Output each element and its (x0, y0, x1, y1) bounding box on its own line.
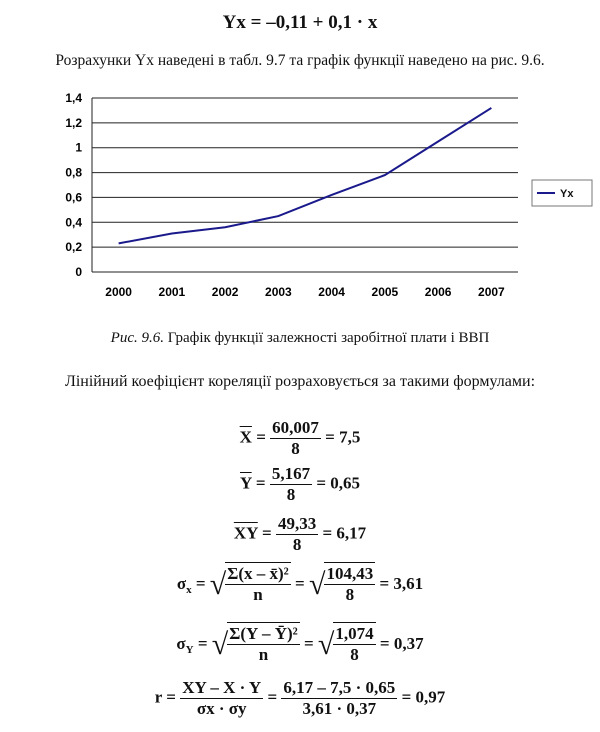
formula-sigma-y: $\sigma_Y$ = √ $\frac{\text{Σ(Y – Ȳ)²}}{n}$ = √ $\frac{1,074}{8}$ = 0,37 (0, 622, 600, 668)
x-tick-label: 2004 (318, 285, 345, 299)
y-tick-label: 0,6 (65, 190, 82, 205)
y-tick-label: 1 (75, 140, 82, 155)
y-tick-label: 1,2 (65, 115, 82, 130)
line-chart (0, 88, 600, 308)
x-tick-label: 2001 (158, 285, 186, 299)
formula-y-mean: $\overline{Y}$ = $\frac{5,167}{8}$ = 0,65 (239, 464, 361, 504)
figure-caption (0, 330, 600, 347)
y-tick-label: 0,2 (65, 240, 82, 255)
formula-sigma-x: $\sigma_x$ = √ $\frac{\text{Σ(x – x̄)²}}{n}$ = √ $\frac{104,43}{8}$ = 3,61 (0, 562, 600, 608)
caption-text: Графік функції залежності заробітної плати і ВВП (163, 330, 490, 346)
series-line-yx (119, 108, 492, 243)
x-tick-label: 2003 (265, 285, 292, 299)
x-tick-label: 2002 (211, 285, 239, 299)
y-tick-label: 0 (75, 265, 82, 279)
formula-xy-mean: $\overline{XY}$ = $\frac{49,33}{8}$ = 6,17 (233, 514, 367, 554)
y-tick-labels (65, 91, 82, 279)
legend-label: Yx (560, 188, 574, 200)
x-tick-labels (105, 285, 505, 299)
chart-grid (92, 98, 518, 272)
x-tick-label: 2007 (478, 285, 505, 299)
x-tick-label: 2000 (105, 285, 132, 299)
x-tick-label: 2006 (424, 285, 452, 299)
regression-equation: Yx = –0,11 + 0,1 · x (222, 12, 378, 33)
caption-label: Рис. 9.6. (110, 330, 164, 346)
legend (532, 180, 592, 206)
y-tick-label: 0,4 (65, 215, 82, 230)
y-tick-label: 1,4 (65, 91, 82, 105)
x-tick-label: 2005 (371, 285, 399, 299)
intro-text: Розрахунки Yx наведені в табл. 9.7 та графік функції наведено на рис. 9.6. (55, 52, 545, 69)
formula-x-mean: $\overline{X}$ = $\frac{60,007}{8}$ = 7,5 (239, 418, 361, 458)
y-tick-label: 0,8 (65, 165, 82, 180)
formula-correlation-r: r = $\frac{XY - X \cdot Y}{\sigma x \cdot \sigma y}$ = $\frac{6,17 - 7,5 \cdot 0,65}{3,61 \cdot 0,37}$ = 0,97 (154, 678, 446, 718)
lead-text: Лінійний коефіцієнт кореляції розраховується за такими формулами: (64, 373, 536, 390)
